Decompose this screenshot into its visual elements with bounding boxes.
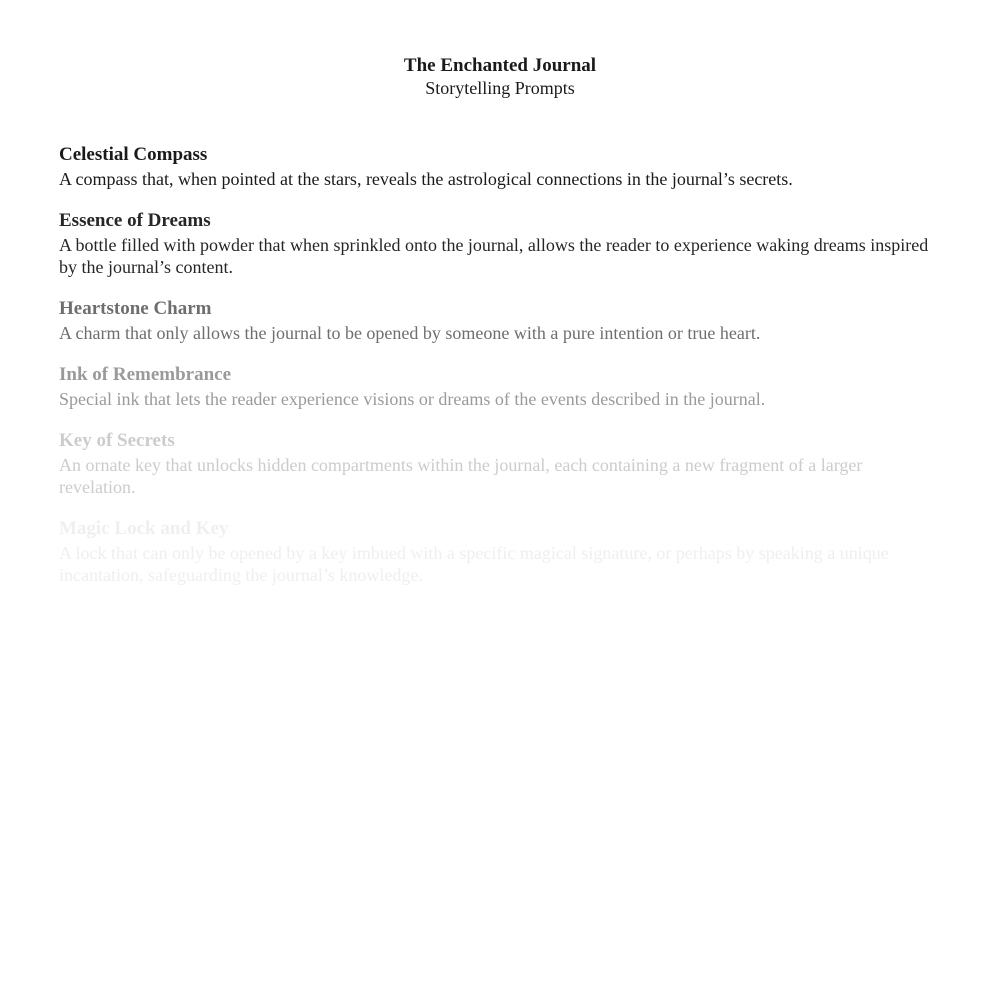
prompt-title: Celestial Compass — [59, 144, 208, 165]
prompt-item — [59, 142, 939, 190]
prompt-list — [59, 142, 939, 604]
prompt-title: Magic Lock and Key — [59, 518, 229, 539]
prompt-item — [59, 296, 939, 344]
document-header — [0, 54, 1000, 98]
prompt-description: A bottle filled with powder that when sprinkled onto the journal, allows the reader to experience waking dreams inspired by the journal’s content. — [59, 235, 929, 277]
prompt-description: An ornate key that unlocks hidden compartments within the journal, each containing a new fragment of a larger revelation. — [59, 455, 863, 497]
prompt-item — [59, 428, 939, 498]
prompt-title: Heartstone Charm — [59, 298, 212, 319]
prompt-description: A compass that, when pointed at the stars, reveals the astrological connections in the journal’s secrets. — [59, 169, 793, 189]
prompt-description: A lock that can only be opened by a key imbued with a specific magical signature, or perhaps by speaking a unique incantation, safeguarding the journal’s knowledge. — [59, 543, 889, 585]
prompt-title: Key of Secrets — [59, 430, 175, 451]
prompt-item — [59, 516, 939, 586]
prompt-item — [59, 208, 939, 278]
prompt-description: Special ink that lets the reader experience visions or dreams of the events described in the journal. — [59, 389, 766, 409]
prompt-title: Essence of Dreams — [59, 210, 211, 231]
document-title: The Enchanted Journal — [403, 55, 597, 76]
prompt-title: Ink of Remembrance — [59, 364, 232, 385]
document-subtitle: Storytelling Prompts — [425, 78, 575, 98]
prompt-item — [59, 362, 939, 410]
prompt-description: A charm that only allows the journal to be opened by someone with a pure intention or true heart. — [59, 323, 761, 343]
